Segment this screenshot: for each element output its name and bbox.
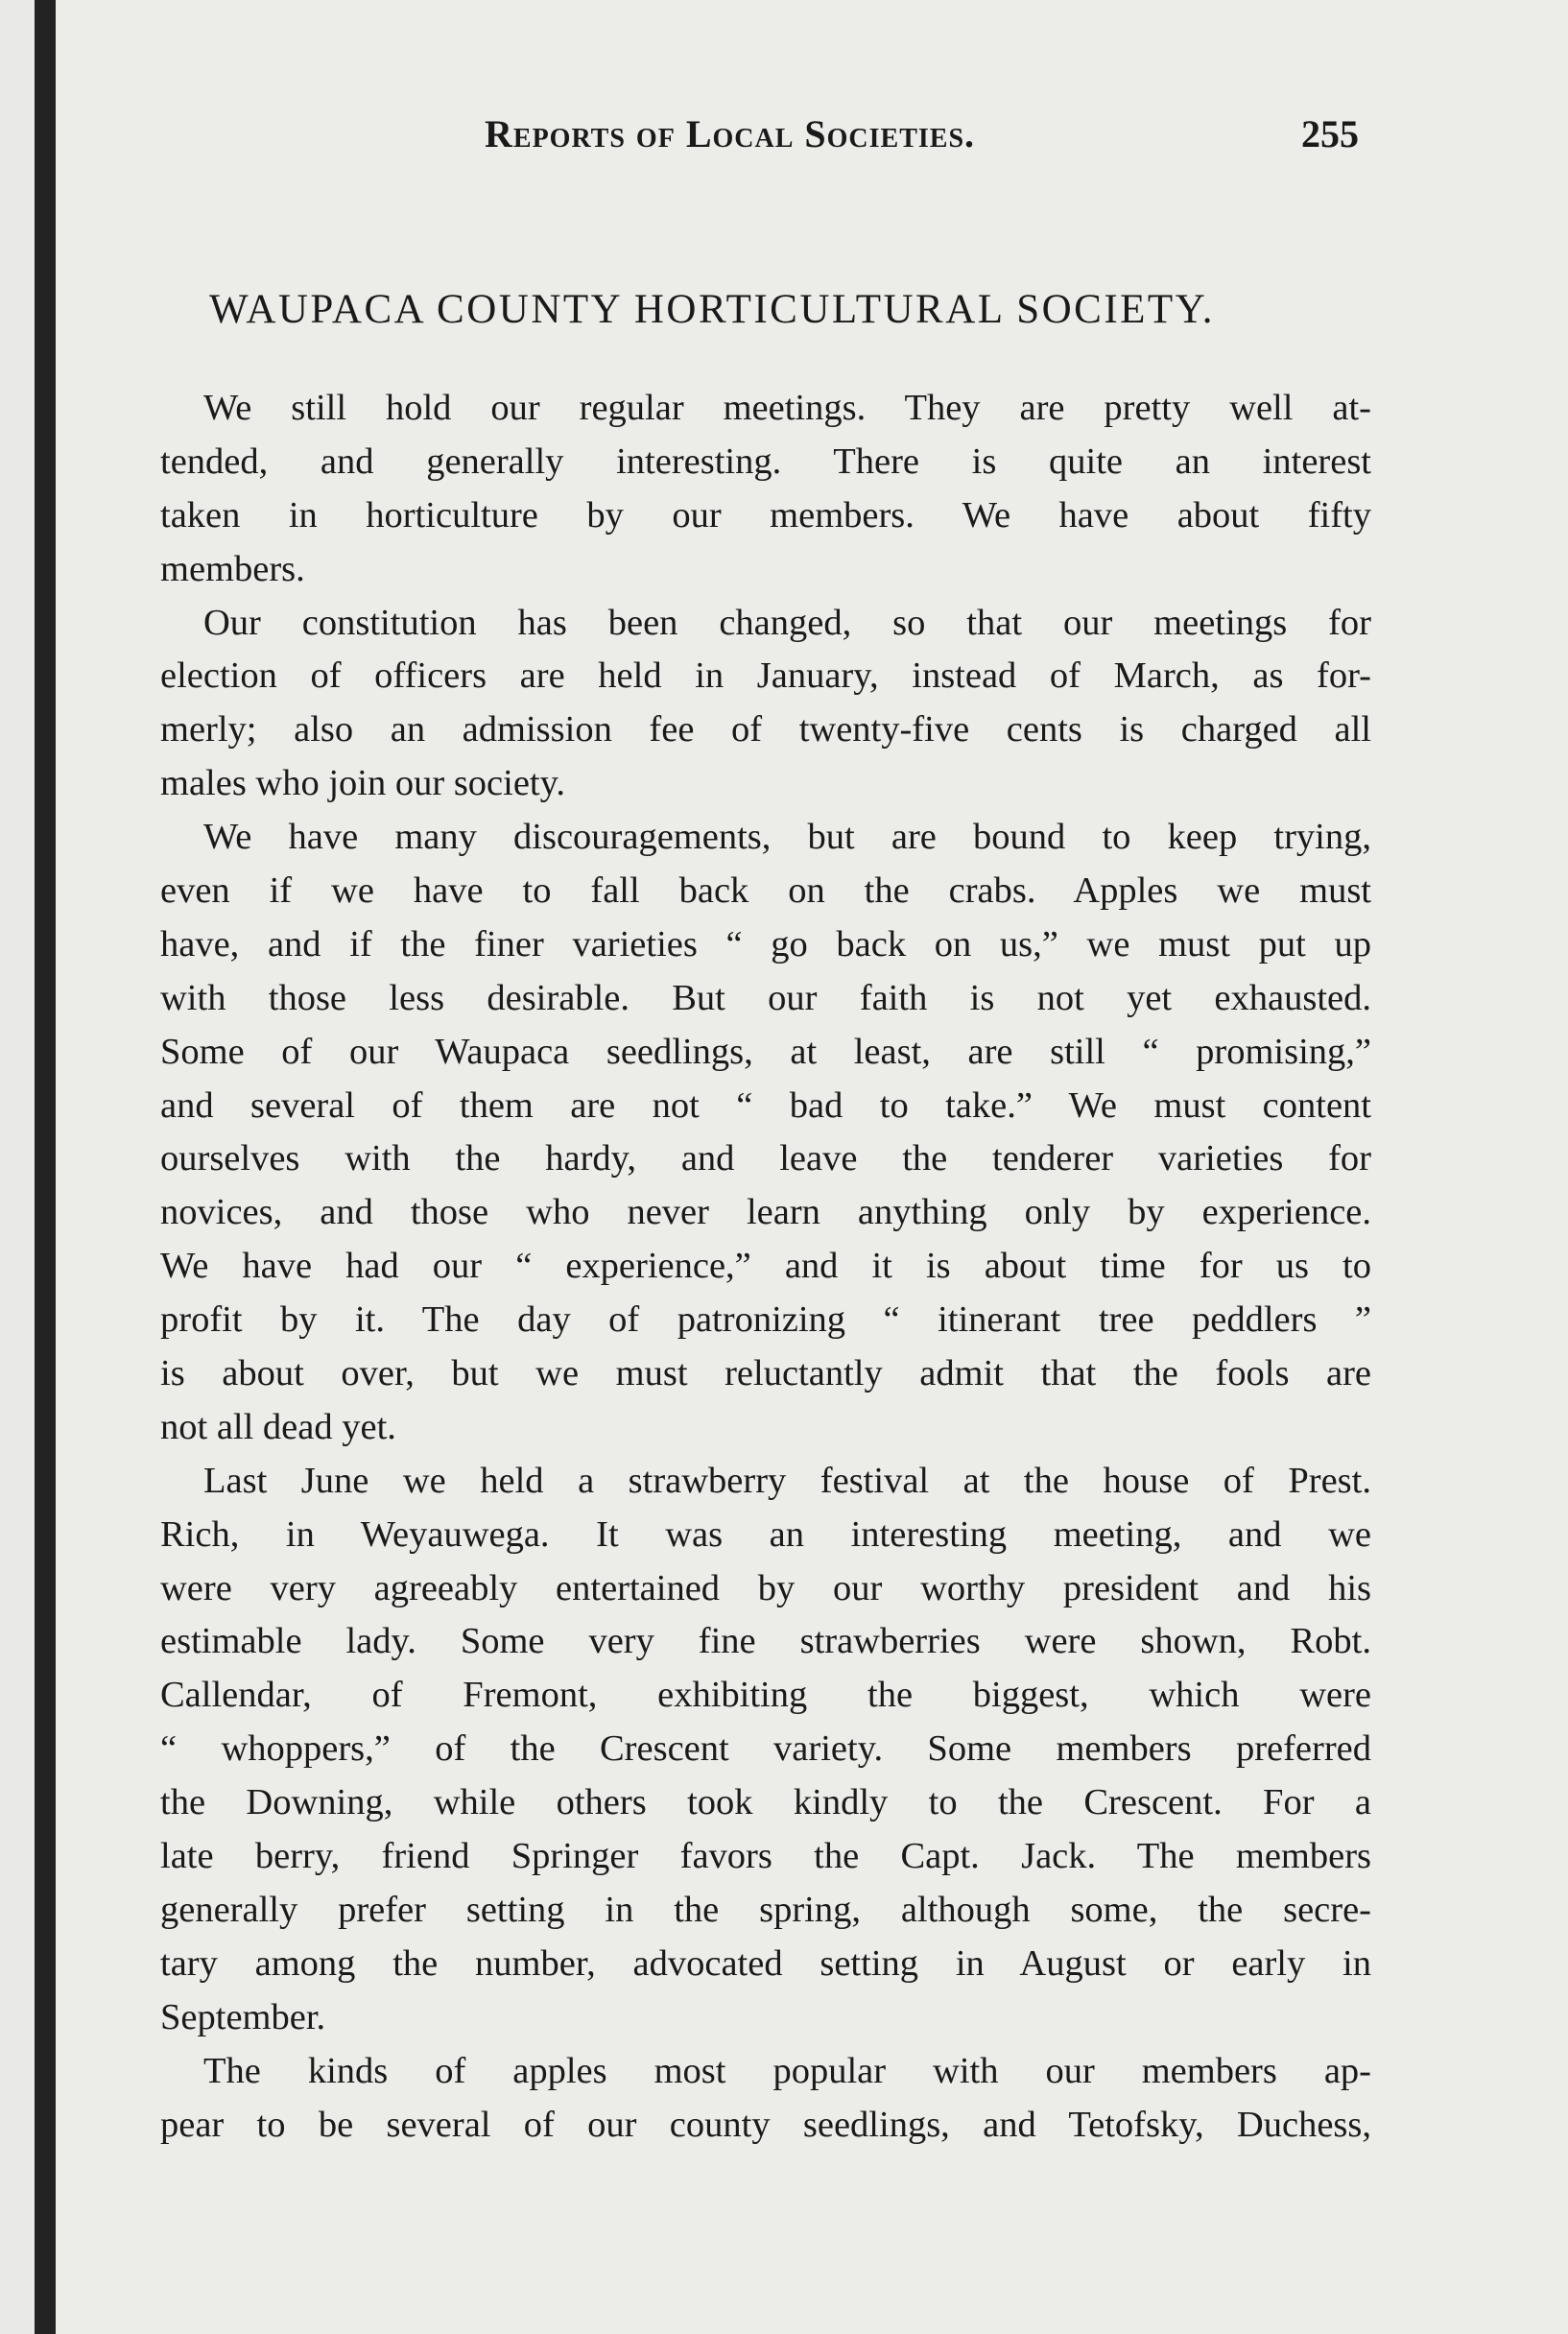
text-line: novices, and those who never learn anything only by experience.	[160, 1192, 1371, 1233]
text-line: profit by it. The day of patronizing “ itinerant tree peddlers ”	[160, 1299, 1371, 1341]
text-line: The kinds of apples most popular with our members ap-	[203, 2050, 1371, 2091]
text-line: Rich, in Weyauwega. It was an interesting meeting, and we	[160, 1513, 1371, 1555]
text-line: even if we have to fall back on the crabs. Apples we must	[160, 870, 1371, 912]
text-line: generally prefer setting in the spring, although some, the secre-	[160, 1889, 1371, 1930]
text-line: Callendar, of Fremont, exhibiting the biggest, which were	[160, 1675, 1371, 1716]
text-line: election of officers are held in January, instead of March, as for-	[160, 655, 1371, 697]
article-body	[160, 382, 1371, 2152]
text-line: late berry, friend Springer favors the Capt. Jack. The members	[160, 1836, 1371, 1877]
text-line: estimable lady. Some very fine strawberries were shown, Robt.	[160, 1621, 1371, 1662]
text-line: We have had our “ experience,” and it is about time for us to	[160, 1246, 1371, 1287]
text-line: merly; also an admission fee of twenty-five cents is charged all	[160, 709, 1371, 750]
text-line: taken in horticulture by our members. We have about fifty	[160, 494, 1371, 536]
page-number: 255	[1301, 112, 1359, 155]
text-line: have, and if the finer varieties “ go back on us,” we must put up	[160, 923, 1371, 965]
binding-edge	[35, 0, 56, 2334]
text-line: Last June we held a strawberry festival at the house of Prest.	[203, 1460, 1371, 1501]
text-line: and several of them are not “ bad to take.” We must content	[160, 1084, 1371, 1126]
text-line: Our constitution has been changed, so that our meetings for	[203, 602, 1371, 643]
text-line: “ whoppers,” of the Crescent variety. Some members preferred	[160, 1728, 1371, 1770]
text-line: the Downing, while others took kindly to the Crescent. For a	[160, 1782, 1371, 1823]
text-line: tary among the number, advocated setting in August or early in	[160, 1942, 1371, 1984]
text-line: Some of our Waupaca seedlings, at least, are still “ promising,”	[160, 1031, 1371, 1072]
text-line: members.	[160, 548, 305, 589]
text-line: We still hold our regular meetings. They are pretty well at-	[203, 388, 1371, 428]
text-line: is about over, but we must reluctantly admit that the fools are	[160, 1353, 1371, 1394]
text-line: were very agreeably entertained by our worthy president and his	[160, 1567, 1371, 1608]
text-line: males who join our society.	[160, 763, 565, 804]
text-line: with those less desirable. But our faith is not yet exhausted.	[160, 977, 1371, 1018]
running-title: Reports of Local Societies.	[485, 112, 976, 155]
text-line: We have many discouragements, but are bound to keep trying,	[203, 817, 1371, 858]
text-line: not all dead yet.	[160, 1406, 396, 1447]
text-line: pear to be several of our county seedlings, and Tetofsky, Duchess,	[160, 2104, 1371, 2145]
text-line: tended, and generally interesting. There is quite an interest	[160, 441, 1371, 482]
text-line: September.	[160, 1996, 326, 2037]
text-line: ourselves with the hardy, and leave the tenderer varieties for	[160, 1138, 1371, 1179]
section-title: WAUPACA COUNTY HORTICULTURAL SOCIETY.	[209, 287, 1215, 332]
